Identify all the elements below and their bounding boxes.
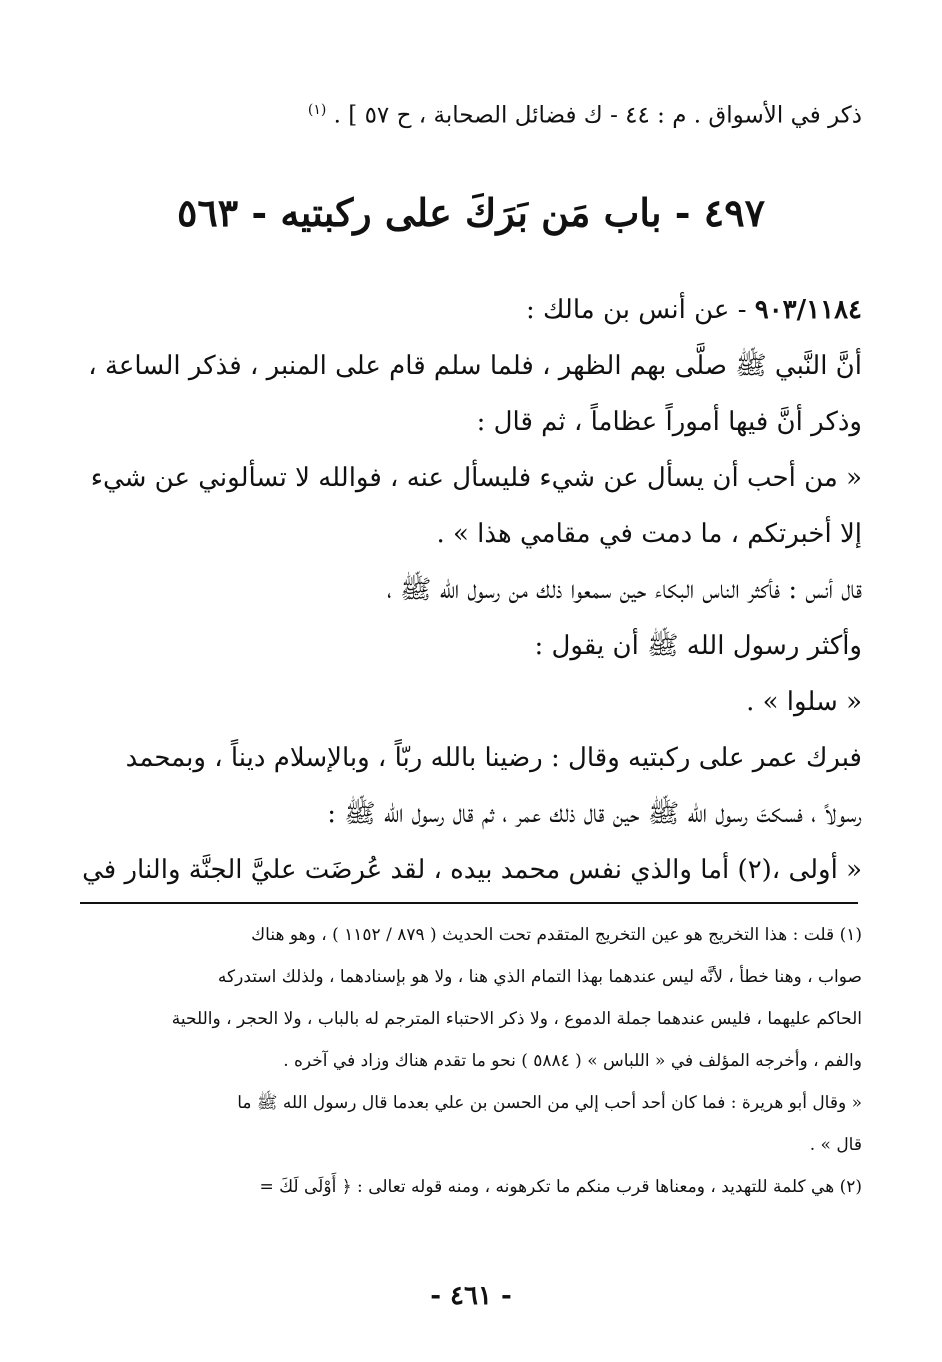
footnote-line: (١) قلت : هذا التخريج هو عين التخريج المتقدم تحت الحديث ( ٨٧٩ / ١١٥٢ ) ، وهو هناك (251, 925, 862, 945)
footnote-marker-1: (١) (307, 102, 327, 118)
footnote-line: « وقال أبو هريرة : فما كان أحد أحب إلي من الحسن بن علي بعدما قال رسول الله ﷺ ما (237, 1093, 862, 1113)
body-line: وذكر أنَّ فيها أموراً عظاماً ، ثم قال : (476, 407, 862, 437)
carryover-citation-text: ذكر في الأسواق . م : ٤٤ - ك فضائل الصحابة ، ح ٥٧ ] . (333, 102, 862, 129)
footnote-line: قال » . (809, 1135, 862, 1155)
body-line: « سلوا » . (746, 687, 862, 717)
footnote-line: الحاكم عليهما ، فليس عندهما جملة الدموع ، ولا ذكر الاحتباء المترجم له بالباب ، ولا الحجر ، واللحية (171, 1009, 862, 1029)
hadith-narrator-intro: - عن أنس بن مالك : (525, 295, 755, 325)
body-line: « أولى ،(٢) أما والذي نفس محمد بيده ، لقد عُرضَت عليَّ الجنَّة والنار في (82, 855, 862, 885)
footnote-line: صواب ، وهنا خطأ ، لأنَّه ليس عندهما بهذا التمام الذي هنا ، ولا هو بإسنادهما ، ولذلك استدركه (217, 967, 862, 987)
body-line: قال أنس : فأكثر الناس البكاء حين سمعوا ذلك من رسول الله ﷺ ، (386, 575, 862, 605)
body-line: فبرك عمر على ركبتيه وقال : رضينا بالله ربّاً ، وبالإسلام ديناً ، وبمحمد (125, 743, 862, 773)
hadith-number: ٩٠٣/١١٨٤ (754, 295, 862, 325)
carryover-citation-line (80, 92, 862, 134)
body-line: وأكثر رسول الله ﷺ أن يقول : (534, 631, 862, 661)
body-line: إلا أخبرتكم ، ما دمت في مقامي هذا » . (436, 519, 862, 549)
footnote-line: (٢) هي كلمة للتهديد ، ومعناها قرب منكم ما تكرهونه ، ومنه قوله تعالى : ﴿ أَوْلَى لَكَ = (259, 1177, 862, 1197)
body-line: « من أحب أن يسأل عن شيء فليسأل عنه ، فوالله لا تسألوني عن شيء (90, 463, 862, 493)
page-number: - ٤٦١ - (430, 1281, 512, 1311)
footnote-line: والفم ، وأخرجه المؤلف في « اللباس » ( ٥٨٨٤ ) نحو ما تقدم هناك وزاد في آخره . (283, 1051, 862, 1071)
body-line: أنَّ النَّبي ﷺ صلَّى بهم الظهر ، فلما سلم قام على المنبر ، فذكر الساعة ، (88, 351, 862, 381)
hadith-heading (80, 282, 862, 338)
body-line: رسولاً ، فسكتَ رسول الله ﷺ حين قال ذلك عمر ، ثم قال رسول الله ﷺ : (327, 799, 862, 829)
footnotes (80, 914, 862, 1208)
hadith-body (80, 282, 862, 898)
chapter-title: ٤٩٧ - باب مَن بَرَكَ على ركبتيه - ٥٦٣ (176, 190, 766, 235)
footnote-divider (80, 902, 858, 904)
